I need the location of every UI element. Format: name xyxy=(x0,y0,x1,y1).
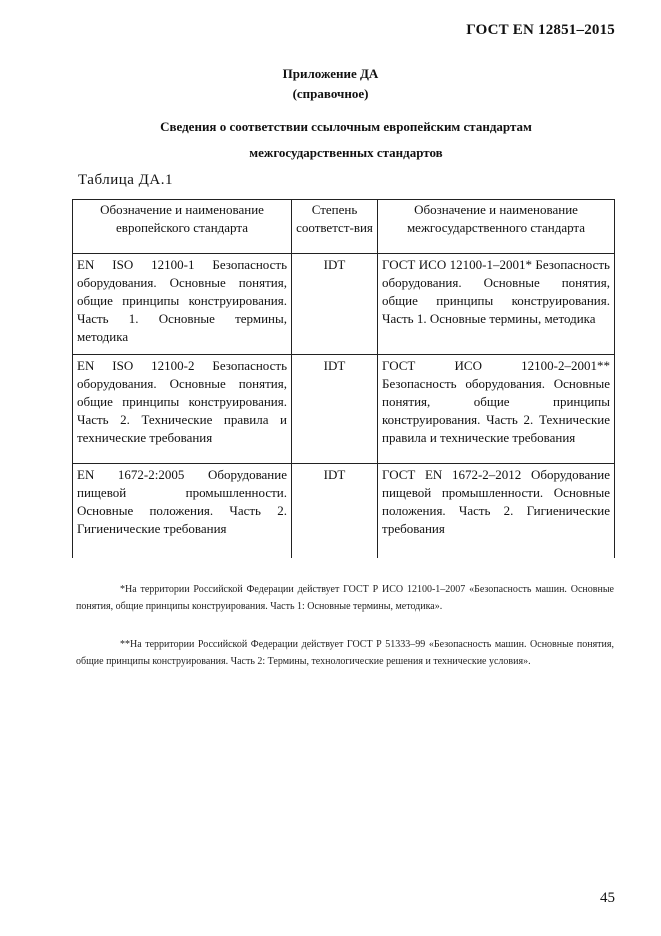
footnote-2: **На территории Российской Федерации действует ГОСТ Р 51333–99 «Безопасность машин. Основные понятия, общие принципы конструирования. Часть 2: Термины, технологические решения и технические условия». xyxy=(76,639,614,667)
cell-degree: IDT xyxy=(292,254,378,355)
cell-european: EN 1672-2:2005 Оборудование пищевой промышленности. Основные положения. Часть 2. Гигиенические требования xyxy=(73,464,292,559)
cell-interstate: ГОСТ EN 1672-2–2012 Оборудование пищевой промышленности. Основные положения. Часть 2. Гигиенические требования xyxy=(378,464,615,559)
annex-heading-line-1: Сведения о соответствии ссылочным европейским стандартам xyxy=(160,119,532,134)
cell-interstate: ГОСТ ИСО 12100-2–2001** Безопасность оборудования. Основные понятия, общие принципы конструирования. Часть 2. Технические правила и технические требования xyxy=(378,355,615,464)
cell-interstate: ГОСТ ИСО 12100-1–2001* Безопасность оборудования. Основные понятия, общие принципы конструирования. Часть 1. Основные термины, методика xyxy=(378,254,615,355)
annex-title: Приложение ДА xyxy=(282,66,379,81)
cell-degree: IDT xyxy=(292,355,378,464)
header-degree: Степень соответст-вия xyxy=(292,200,378,254)
table-caption: Таблица ДА.1 xyxy=(78,172,173,188)
correspondence-table xyxy=(72,199,615,558)
header-european-standard: Обозначение и наименование европейского стандарта xyxy=(73,200,292,254)
table-row xyxy=(73,464,615,559)
table-row xyxy=(73,355,615,464)
annex-heading-line-2: межгосударственных стандартов xyxy=(249,145,443,160)
footnote-1: *На территории Российской Федерации действует ГОСТ Р ИСО 12100-1–2007 «Безопасность машин. Основные понятия, общие принципы конструирования. Часть 1: Основные термины, методика». xyxy=(76,584,614,612)
cell-european: EN ISO 12100-1 Безопасность оборудования. Основные понятия, общие принципы конструирования. Часть 1. Основные термины, методика xyxy=(73,254,292,355)
cell-degree: IDT xyxy=(292,464,378,559)
cell-european: EN ISO 12100-2 Безопасность оборудования. Основные понятия, общие принципы конструирования. Часть 2. Технические правила и технические требования xyxy=(73,355,292,464)
page-number: 45 xyxy=(600,890,615,906)
header-interstate-standard: Обозначение и наименование межгосударственного стандарта xyxy=(378,200,615,254)
annex-subtitle: (справочное) xyxy=(292,86,369,101)
table-row xyxy=(73,254,615,355)
standard-designation: ГОСТ EN 12851–2015 xyxy=(466,22,615,38)
table-header-row xyxy=(73,200,615,254)
